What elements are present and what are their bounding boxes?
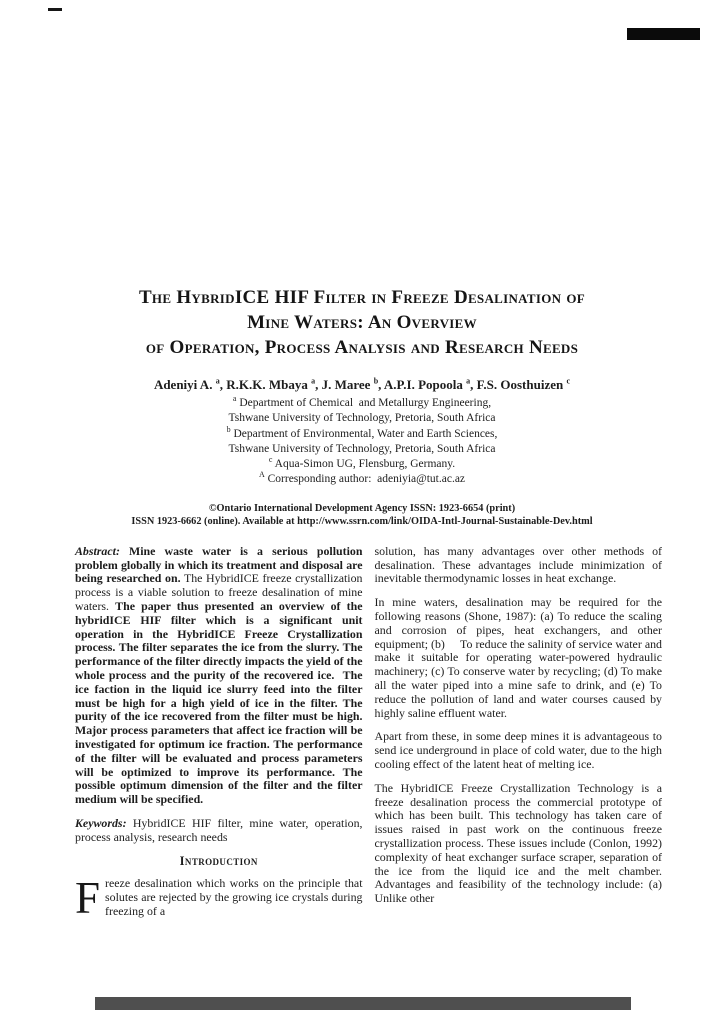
affiliations [0, 396, 724, 488]
affiliation-mark: b [226, 424, 231, 434]
scan-artifact-bar [95, 997, 631, 1010]
author-affiliation-mark: a [466, 376, 471, 386]
affiliation-line: Tshwane University of Technology, Pretoria, South Africa [228, 412, 496, 425]
author-line [0, 377, 724, 393]
right-column [375, 545, 663, 929]
affiliation-line: Tshwane University of Technology, Pretoria, South Africa [228, 442, 496, 455]
author: , F.S. Oosthuizen $^c$ [470, 376, 571, 392]
author: , A.P.I. Popoola $^a$ [378, 376, 471, 392]
affiliation-line: $^c$ Aqua-Simon UG, Flensburg, Germany. [268, 455, 456, 471]
body-paragraph: Apart from these, in some deep mines it is advantageous to send ice underground in place of cold water, due to the high cooling effect of the latent heat of melting ice. [374, 729, 662, 771]
abstract-middle: The HybridICE freeze crystallization process is a viable solution to freeze desalination of mine waters. [75, 571, 363, 613]
author: Adeniyi A. $^a$ [153, 376, 220, 392]
issn-online-url-line: ISSN 1923-6662 (online). Available at http://www.ssrn.com/link/OIDA-Intl-Journal-Sustainable-Dev.html [131, 516, 593, 528]
body-paragraph: The HybridICE Freeze Crystallization Technology is a freeze desalination process the commercial prototype of which has been built. This technology has taken care of issues raised in past work on the continuous freeze crystallization process. These issues include (Conlon, 1992) complexity of heat exchanger surface scraper, separation of the ice from the liquid ice and the melt chamber. Advantages and feasibility of the technology include: (a) Unlike other [374, 780, 662, 906]
abstract-label: Abstract: [75, 543, 120, 558]
author-affiliation-mark: c [566, 376, 571, 386]
affiliation-line: $^a$ Department of Chemical and Metallurgy Engineering, [232, 394, 492, 409]
scan-artifact-block [627, 28, 700, 40]
author: , R.K.K. Mbaya $^a$ [219, 376, 316, 392]
keywords-text: HybridICE HIF filter, mine water, operation, process analysis, research needs [75, 815, 363, 844]
keywords-label: Keywords: [75, 815, 127, 830]
left-column [75, 545, 363, 929]
two-column-body [75, 545, 662, 929]
drop-cap: F [75, 873, 101, 924]
body-paragraph: solution, has many advantages over other methods of desalination. These advantages include minimization of inevitable thermodynamic losses in heat exchange. [374, 543, 662, 586]
author-affiliation-mark: b [373, 376, 379, 386]
author: , J. Maree $^b$ [315, 376, 379, 392]
paper-title-line-3: of Operation, Process Analysis and Research Needs [145, 337, 579, 358]
paper-title-line-1: The HybridICE HIF Filter in Freeze Desalination of [138, 287, 586, 308]
journal-imprint [0, 502, 724, 529]
keywords-paragraph [75, 817, 363, 845]
corresponding-author-mark: A [258, 470, 265, 480]
corresponding-author-line: $^A$ Corresponding author: adeniyia@tut.ac.az [258, 470, 466, 486]
scan-artifact-dash [48, 8, 62, 11]
introduction-text: reeze desalination which works on the principle that solutes are rejected by the growing ice crystals during freezing of a [105, 876, 363, 918]
affiliation-mark: a [232, 394, 237, 404]
introduction-heading: Introduction [179, 853, 258, 868]
affiliation-mark: c [268, 455, 273, 465]
issn-print-line: ©Ontario International Development Agency ISSN: 1923-6654 (print) [208, 502, 516, 514]
affiliation-line: $^b$ Department of Environmental, Water and Earth Sciences, [226, 424, 498, 440]
body-paragraph: In mine waters, desalination may be required for the following reasons (Shone, 1987): (a) To reduce the scaling and corrosion of pipes, heat exchangers, and other equipment; (b) To reduce the salinity of service water and make it suitable for operating water-powered hydraulic machinery; (c) To conserve water by recycling; (d) To make all the water piped into a mine safe to drink, and (e) To reduce the pollution of land and water courses caused by highly saline effluent water. [374, 595, 662, 720]
author-affiliation-mark: a [215, 376, 220, 386]
paper-title-line-2: Mine Waters: An Overview [247, 312, 477, 333]
paper-title [0, 285, 724, 360]
abstract-lead: Mine waste water is a serious pollution problem globally in which its treatment and disposal are being researched on. [75, 543, 363, 586]
abstract-body: The paper thus presented an overview of the hybridICE HIF filter which is a significant unit operation in the HybridICE Freeze Crystallization process. The filter separates the ice from the slurry. The performance of the filter directly impacts the yield of the whole process and the purity of the recovered ice. The ice faction in the liquid ice slurry feed into the filter must be high for a high yield of ice in the filter. The purity of the ice recovered from the filter must be high. Major process parameters that affect ice fraction will be investigated for optimum ice fraction. The performance of the filter will be evaluated and process parameters will be optimized to improve its performance. The possible optimum dimension of the filter and the filter medium will be specified. [75, 598, 363, 807]
author-affiliation-mark: a [311, 376, 316, 386]
introduction-paragraph [75, 873, 363, 924]
abstract-paragraph [75, 545, 363, 807]
